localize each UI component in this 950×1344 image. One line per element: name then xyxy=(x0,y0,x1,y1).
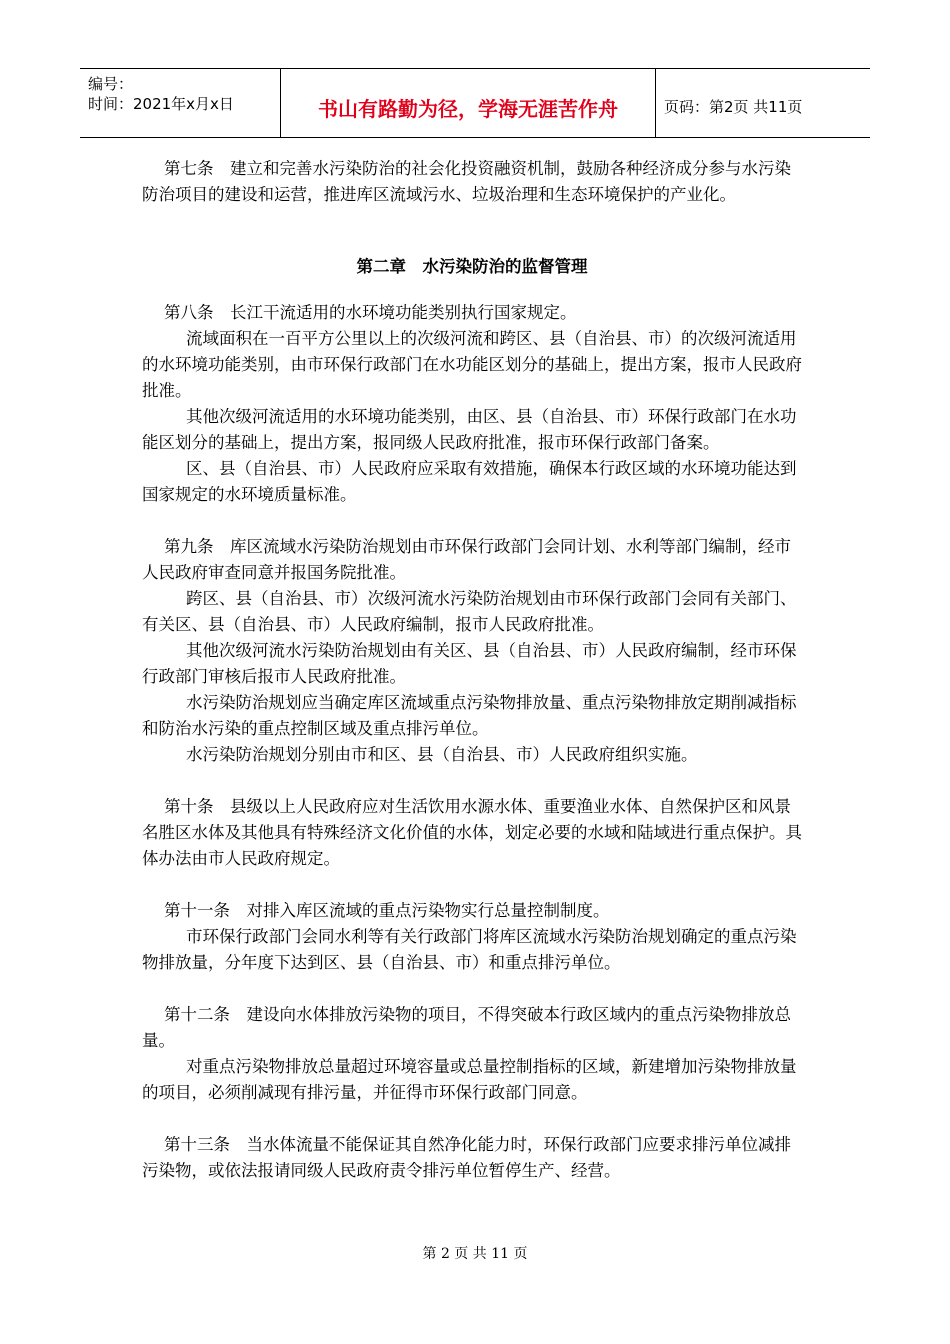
article-8-paragraph: 区、县（自治县、市）人民政府应采取有效措施，确保本行政区域的水环境功能达到国家规定的水环境质量标准。 xyxy=(142,459,797,504)
document-number-label: 编号： xyxy=(88,75,134,93)
page-footer: 第 2 页 共 11 页 xyxy=(422,1246,528,1262)
article-8: 第八条 长江干流适用的水环境功能类别执行国家规定。 xyxy=(164,303,577,322)
article-9-paragraph: 其他次级河流水污染防治规划由有关区、县（自治县、市）人民政府编制，经市环保行政部门审核后报市人民政府批准。 xyxy=(142,641,797,686)
article-7: 第七条 建立和完善水污染防治的社会化投资融资机制，鼓励各种经济成分参与水污染防治项目的建设和运营，推进库区流域污水、垃圾治理和生态环境保护的产业化。 xyxy=(142,159,791,204)
article-9: 第九条 库区流域水污染防治规划由市环保行政部门会同计划、水利等部门编制，经市人民政府审查同意并报国务院批准。 xyxy=(142,537,791,582)
header-motto: 书山有路勤为径，学海无涯苦作舟 xyxy=(318,97,618,121)
document-body xyxy=(142,156,802,1184)
article-8-paragraph: 流域面积在一百平方公里以上的次级河流和跨区、县（自治县、市）的次级河流适用的水环境功能类别，由市环保行政部门在水功能区划分的基础上，提出方案，报市人民政府批准。 xyxy=(142,329,802,400)
document-time-label: 时间：2021年x月x日 xyxy=(88,95,234,113)
page-header xyxy=(80,68,870,138)
article-9-paragraph: 跨区、县（自治县、市）次级河流水污染防治规划由市环保行政部门会同有关部门、有关区、县（自治县、市）人民政府编制，报市人民政府批准。 xyxy=(142,589,797,634)
article-9-paragraph: 水污染防治规划应当确定库区流域重点污染物排放量、重点污染物排放定期削减指标和防治水污染的重点控制区域及重点排污单位。 xyxy=(142,693,797,738)
header-motto-cell xyxy=(281,69,656,137)
header-info-cell xyxy=(80,69,281,137)
article-10: 第十条 县级以上人民政府应对生活饮用水源水体、重要渔业水体、自然保护区和风景名胜区水体及其他具有特殊经济文化价值的水体，划定必要的水域和陆域进行重点保护。具体办法由市人民政府规定。 xyxy=(142,797,802,868)
header-page-label: 页码：第2页 共11页 xyxy=(664,98,803,116)
article-12: 第十二条 建设向水体排放污染物的项目，不得突破本行政区域内的重点污染物排放总量。 xyxy=(142,1005,791,1050)
article-13: 第十三条 当水体流量不能保证其自然净化能力时，环保行政部门应要求排污单位减排污染物，或依法报请同级人民政府责令排污单位暂停生产、经营。 xyxy=(142,1135,791,1180)
article-12-paragraph: 对重点污染物排放总量超过环境容量或总量控制指标的区域，新建增加污染物排放量的项目，必须削减现有排污量，并征得市环保行政部门同意。 xyxy=(142,1057,797,1102)
header-page-cell xyxy=(656,69,870,137)
chapter-2-heading: 第二章 水污染防治的监督管理 xyxy=(356,257,588,276)
article-11-paragraph: 市环保行政部门会同水利等有关行政部门将库区流域水污染防治规划确定的重点污染物排放量，分年度下达到区、县（自治县、市）和重点排污单位。 xyxy=(142,927,797,972)
article-8-paragraph: 其他次级河流适用的水环境功能类别，由区、县（自治县、市）环保行政部门在水功能区划分的基础上，提出方案，报同级人民政府批准，报市环保行政部门备案。 xyxy=(142,407,797,452)
article-9-paragraph: 水污染防治规划分别由市和区、县（自治县、市）人民政府组织实施。 xyxy=(186,745,698,764)
article-11: 第十一条 对排入库区流域的重点污染物实行总量控制制度。 xyxy=(164,901,610,920)
